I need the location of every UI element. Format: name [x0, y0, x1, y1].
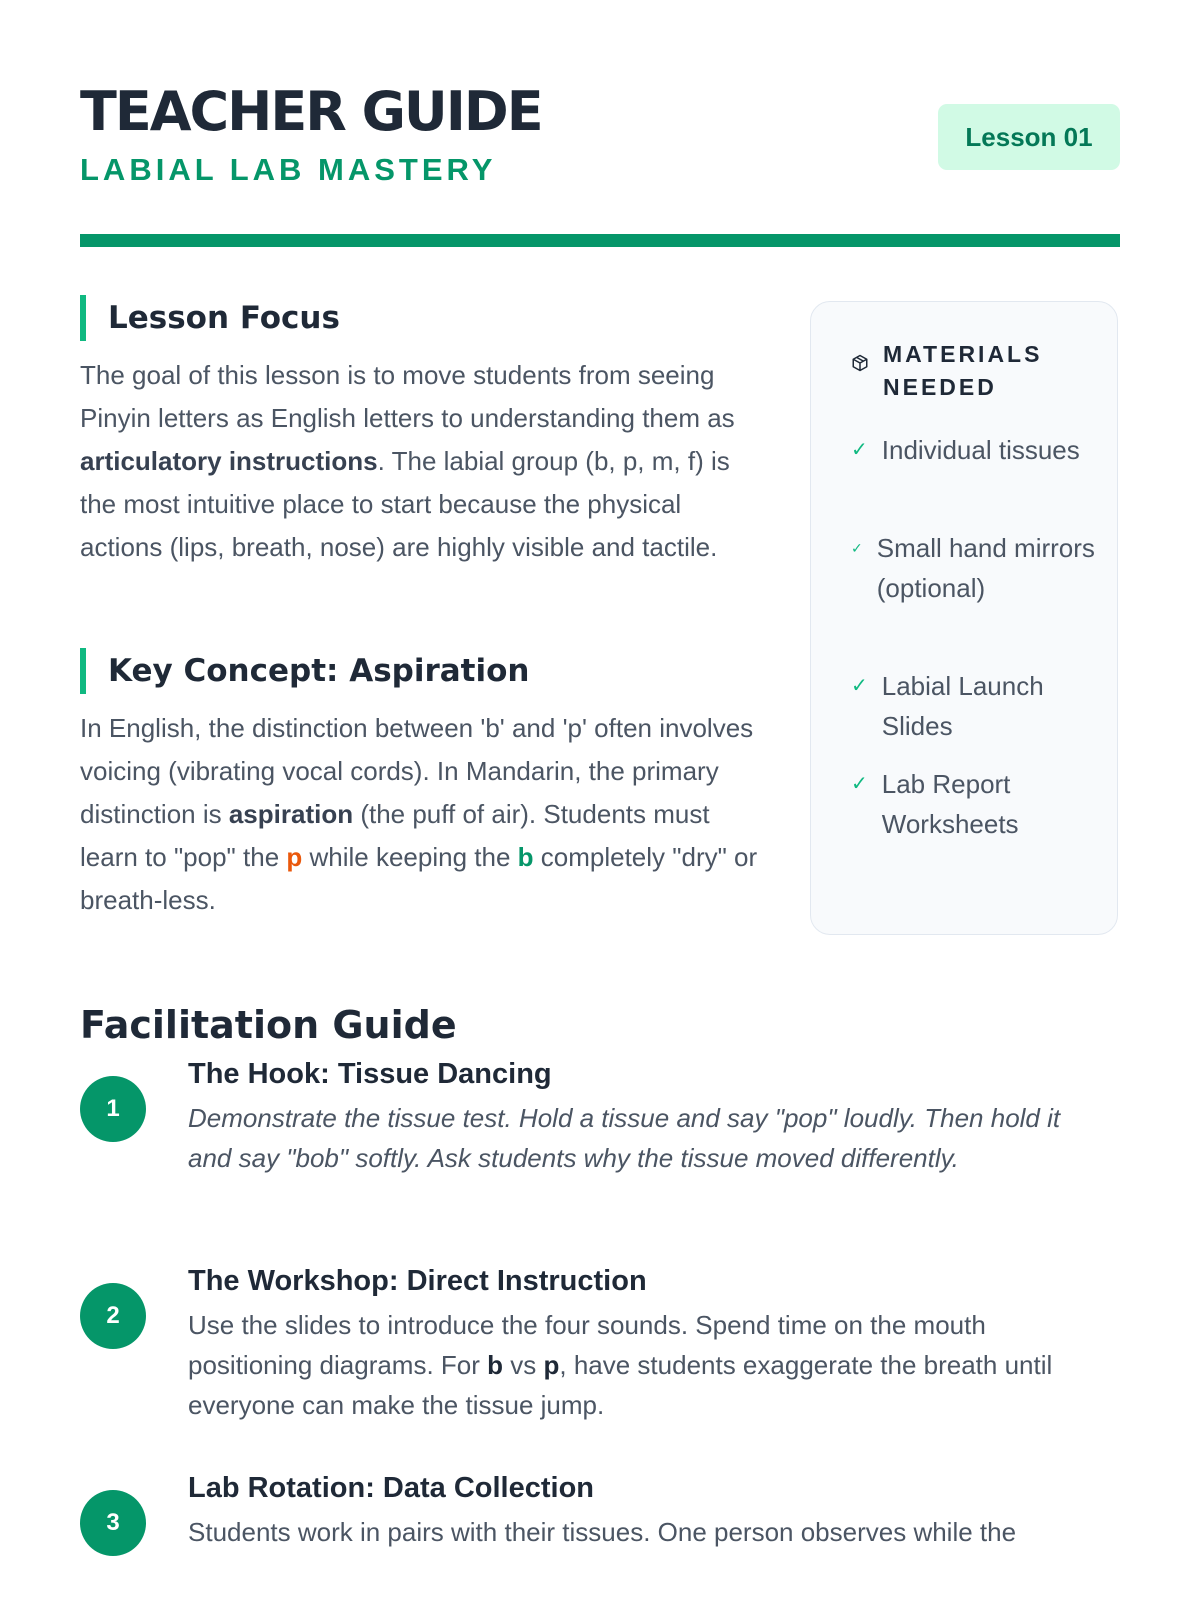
lesson-focus-bold: articulatory instructions — [80, 446, 378, 476]
step-body-part: vs — [503, 1350, 544, 1380]
package-icon — [851, 354, 869, 372]
step-body — [188, 1305, 1078, 1425]
step-title: Lab Rotation: Data Collection — [188, 1472, 594, 1504]
facilitation-title: Facilitation Guide — [80, 1003, 457, 1047]
materials-item — [851, 430, 1102, 470]
materials-header — [851, 338, 1073, 404]
materials-item-label: Lab Report Worksheets — [881, 769, 1019, 839]
teacher-guide-page — [80, 0, 1120, 1600]
key-concept-text-part: In English, the distinction between 'b' and 'p' often involves voicing (vibrating vocal cords). In Mandarin, the primary distinction is — [80, 713, 754, 829]
lesson-focus-text-part: . The labial group (b, p, m, f) is the most intuitive place to start because the physical actions (lips, breath, nose) are highly visible and tactile. — [80, 446, 730, 562]
key-concept-text-part: completely "dry" or breath-less. — [80, 842, 758, 915]
step-body: Students work in pairs with their tissues. One person observes while the — [188, 1517, 1017, 1547]
check-icon: ✓ — [851, 439, 868, 461]
step-title: The Hook: Tissue Dancing — [188, 1058, 552, 1090]
materials-item — [851, 528, 1097, 608]
key-concept-text-part: (the puff of air). Students must learn to "pop" the — [80, 799, 710, 872]
step-letter-p: p — [543, 1350, 560, 1380]
aspirated-p-letter: p — [286, 842, 303, 872]
page-subtitle: LABIAL LAB MASTERY — [80, 152, 497, 187]
lesson-focus-text — [80, 354, 760, 569]
check-icon: ✓ — [851, 540, 863, 556]
step-body-part: Use the slides to introduce the four sounds. Spend time on the mouth positioning diagrams. For — [188, 1310, 986, 1380]
lesson-focus-heading: Lesson Focus — [80, 295, 340, 341]
header-divider — [80, 234, 1120, 247]
step-number-badge: 2 — [80, 1283, 146, 1349]
step-body-part: , have students exaggerate the breath until everyone can make the tissue jump. — [188, 1350, 1053, 1420]
check-icon: ✓ — [851, 675, 868, 697]
materials-title: MATERIALS NEEDED — [883, 341, 1043, 400]
lesson-focus-text-part: The goal of this lesson is to move students from seeing Pinyin letters as English letters to understanding them as — [80, 360, 735, 433]
step-letter-b: b — [487, 1350, 504, 1380]
step-body: Demonstrate the tissue test. Hold a tissue and say "pop" loudly. Then hold it and say "bob" softly. Ask students why the tissue moved differently. — [188, 1103, 1061, 1173]
materials-item — [851, 666, 1102, 746]
key-concept-heading: Key Concept: Aspiration — [80, 648, 530, 694]
key-concept-text — [80, 707, 760, 922]
step-number-badge: 1 — [80, 1076, 146, 1142]
materials-item-label: Labial Launch Slides — [881, 671, 1044, 741]
step-title: The Workshop: Direct Instruction — [188, 1265, 647, 1297]
materials-item-label: Individual tissues — [881, 435, 1080, 465]
key-concept-bold: aspiration — [228, 799, 354, 829]
materials-item-label: Small hand mirrors (optional) — [876, 533, 1095, 603]
check-icon: ✓ — [851, 773, 868, 795]
key-concept-text-part: while keeping the — [302, 842, 518, 872]
materials-item — [851, 764, 1102, 844]
step-number-badge: 3 — [80, 1490, 146, 1556]
lesson-badge: Lesson 01 — [938, 104, 1120, 170]
unaspirated-b-letter: b — [517, 842, 534, 872]
materials-card — [810, 301, 1118, 935]
page-title: TEACHER GUIDE — [80, 80, 542, 143]
